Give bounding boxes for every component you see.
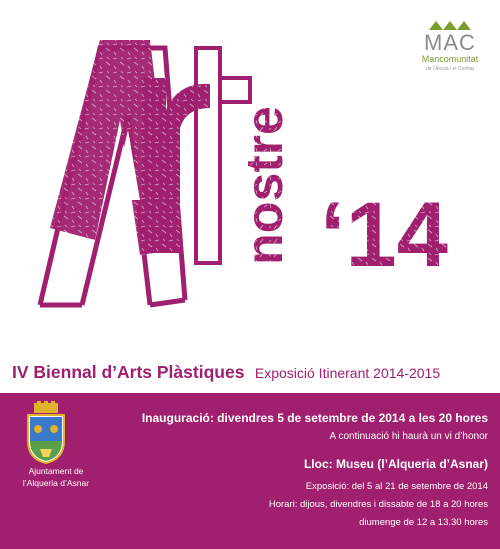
nostre-text: nostre: [236, 106, 294, 265]
wine-line: A continuació hi haurà un vi d’honor: [329, 431, 488, 442]
council-crest-icon: [18, 401, 74, 465]
council-name: [4, 465, 108, 489]
dates-line: Exposició: del 5 al 21 de setembre de 2014: [305, 481, 488, 492]
headline-subtitle: Exposició Itinerant 2014-2015: [254, 365, 441, 381]
place-line: Lloc: Museu (l’Alqueria d’Asnar): [303, 457, 488, 471]
opening-line: Inauguració: divendres 5 de setembre de 2014 a les 20 hores: [141, 411, 488, 425]
hours-line: Horari: dijous, divendres i dissabte de 18 a 20 hores: [268, 499, 488, 510]
sunday-line: diumenge de 12 a 13.30 hores: [359, 517, 488, 528]
council-name-line1: Ajuntament de: [28, 466, 84, 476]
headline-title: IV Biennal d’Arts Plàstiques: [12, 362, 245, 382]
mac-subtitle: Mancomunitat: [421, 54, 479, 64]
council-name-line2: l’Alqueria d’Asnar: [22, 478, 90, 488]
headline: [12, 362, 498, 392]
year-text: ‘14: [320, 184, 448, 286]
info-band: [0, 393, 500, 549]
mac-name: MAC: [424, 30, 476, 55]
mac-logo: [408, 18, 492, 73]
mac-tagline: de l'Alcoià i el Comtat: [426, 66, 474, 72]
letters-rt: [142, 48, 250, 263]
